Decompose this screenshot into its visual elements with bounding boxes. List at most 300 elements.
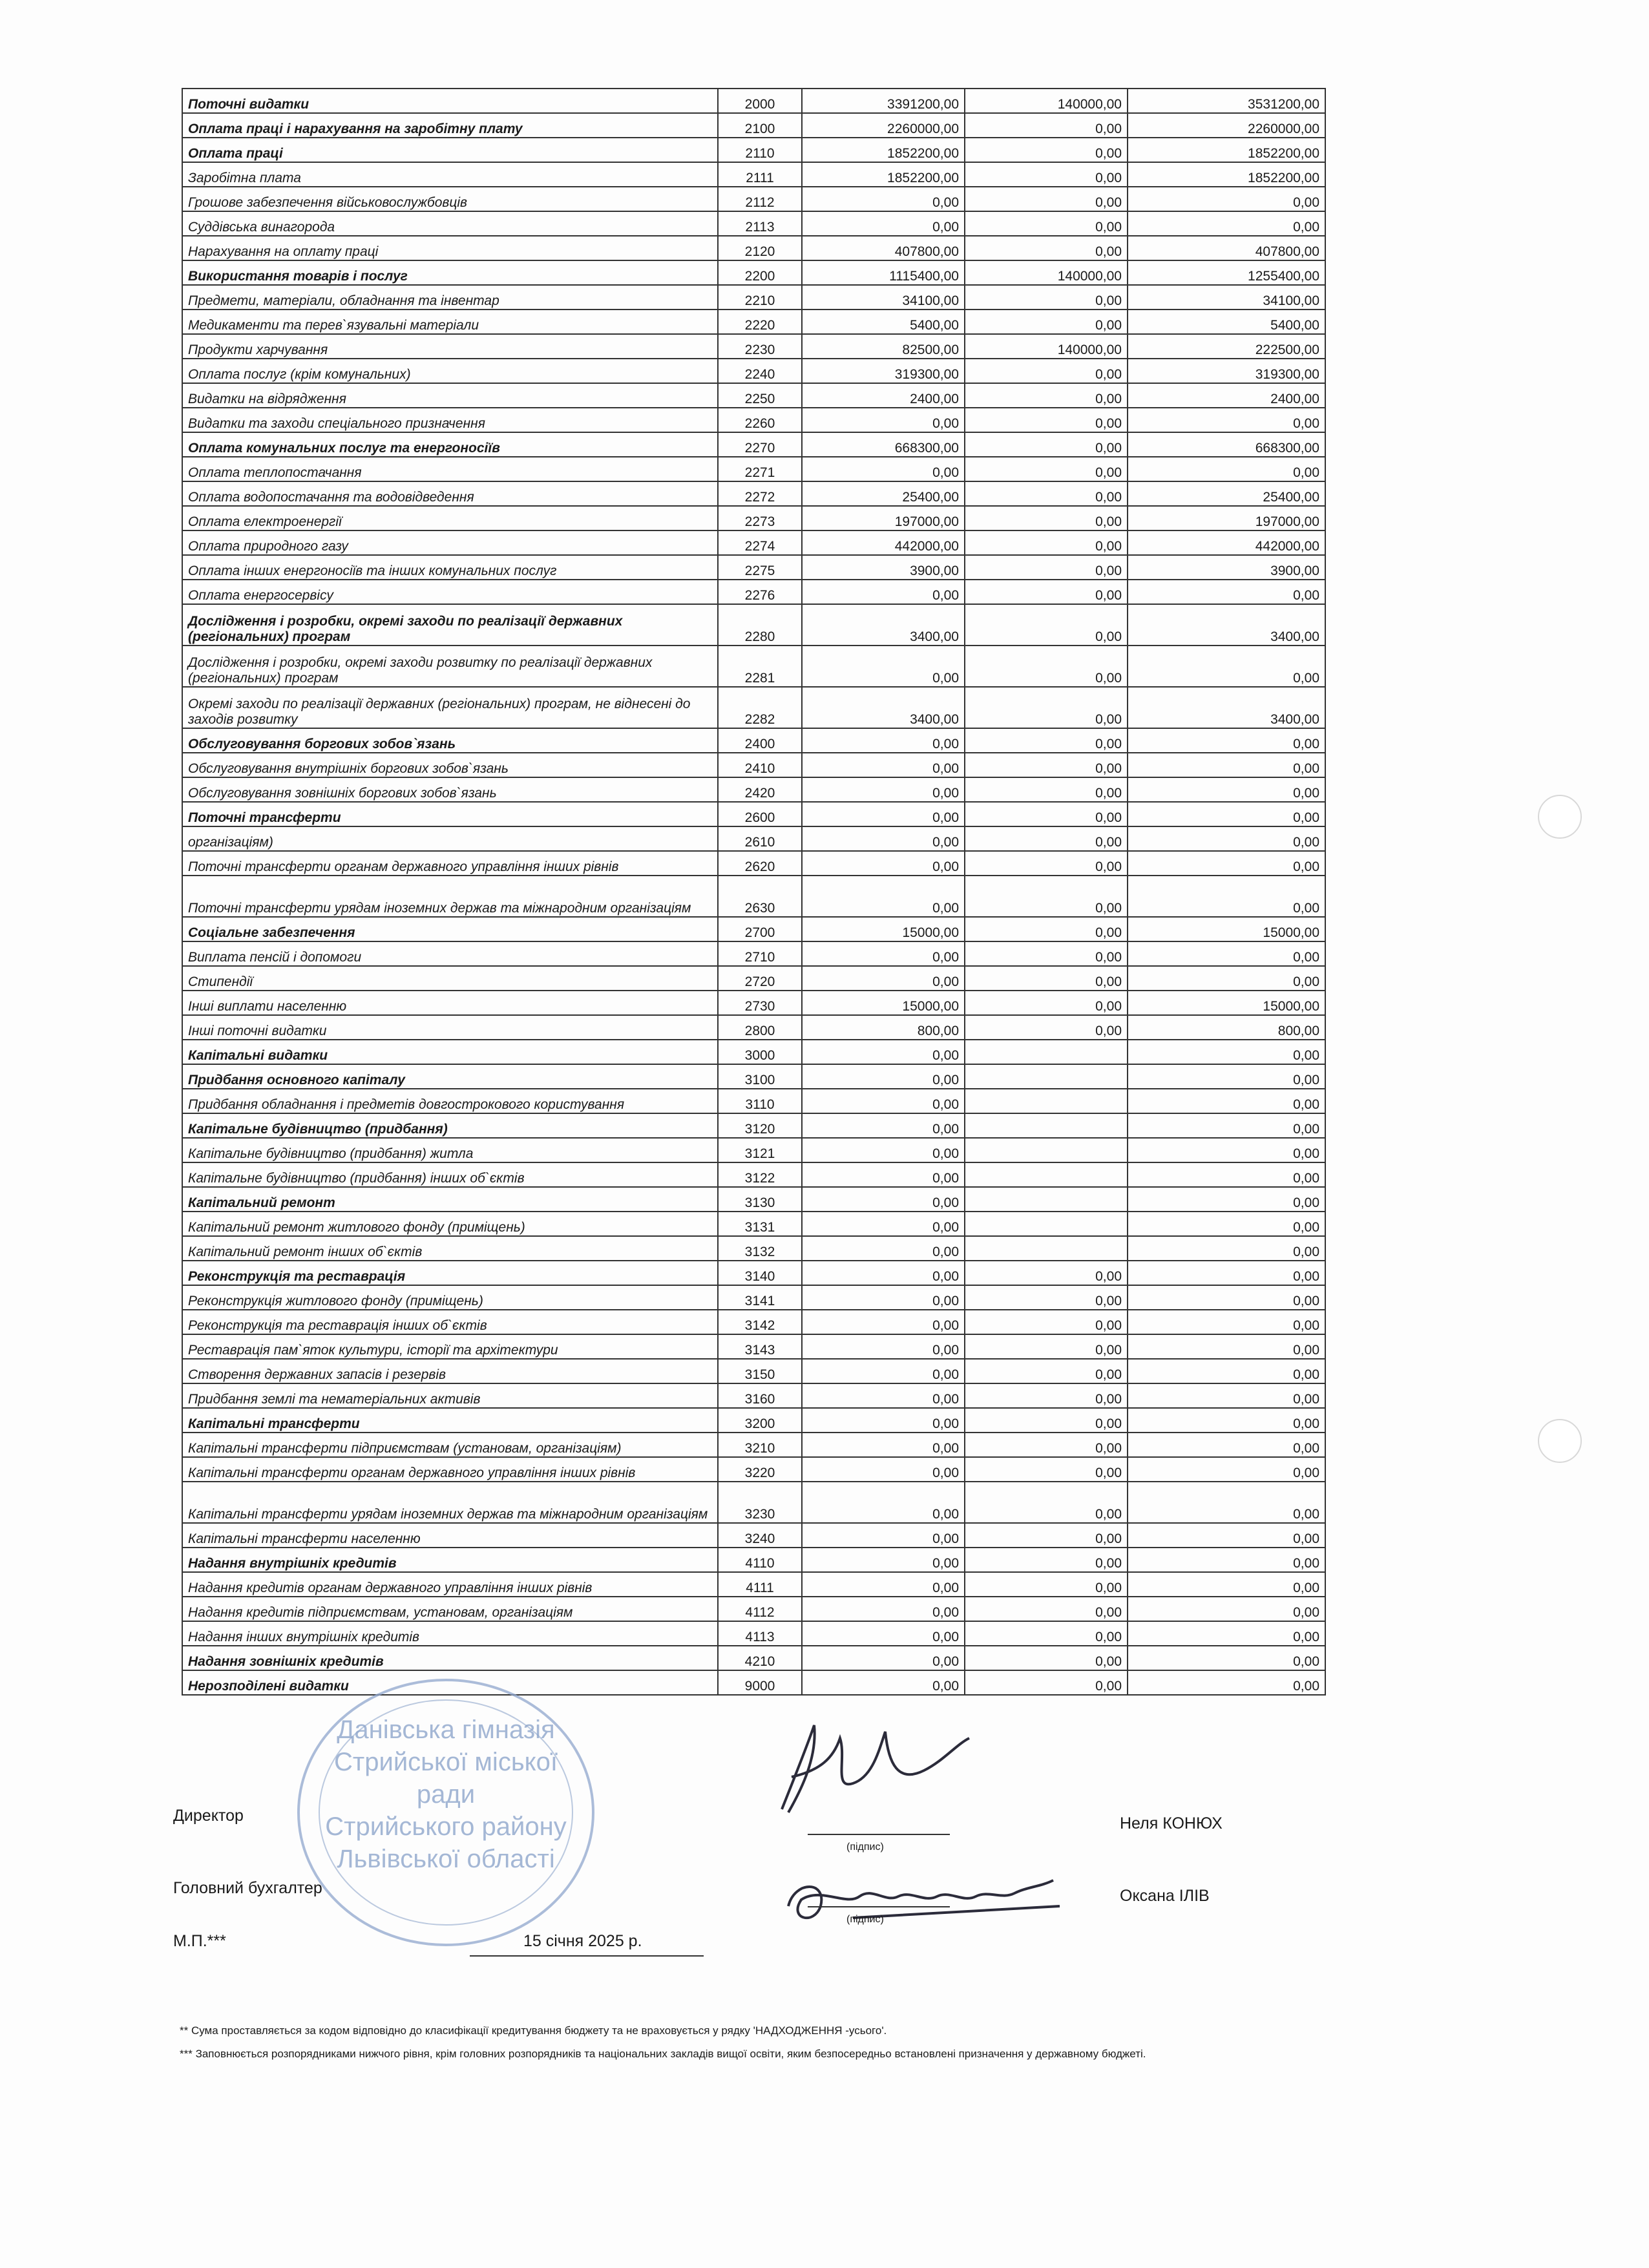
row-general-fund: 0,00 [802, 1572, 965, 1597]
row-total: 319300,00 [1128, 359, 1325, 383]
accountant-signature-line [808, 1906, 950, 1907]
table-row [182, 802, 1325, 826]
row-special-fund: 0,00 [965, 408, 1128, 432]
row-total: 0,00 [1128, 1113, 1325, 1138]
row-total: 1255400,00 [1128, 260, 1325, 285]
punch-hole-bottom [1538, 1419, 1582, 1463]
table-row [182, 1433, 1325, 1457]
row-total: 0,00 [1128, 1089, 1325, 1113]
row-code: 2112 [718, 187, 802, 211]
row-code: 2275 [718, 555, 802, 580]
table-row [182, 1482, 1325, 1523]
table-row [182, 941, 1325, 966]
table-row [182, 113, 1325, 138]
row-general-fund: 0,00 [802, 187, 965, 211]
table-row [182, 481, 1325, 506]
row-special-fund: 0,00 [965, 383, 1128, 408]
row-total: 0,00 [1128, 1523, 1325, 1548]
row-code: 3200 [718, 1408, 802, 1433]
row-total: 0,00 [1128, 1572, 1325, 1597]
row-special-fund: 0,00 [965, 777, 1128, 802]
row-name: Оплата енергосервісу [182, 580, 718, 604]
row-total: 0,00 [1128, 941, 1325, 966]
row-special-fund: 140000,00 [965, 89, 1128, 113]
table-row [182, 506, 1325, 530]
punch-hole-top [1538, 795, 1582, 839]
row-total: 0,00 [1128, 580, 1325, 604]
row-special-fund: 0,00 [965, 917, 1128, 941]
row-code: 2600 [718, 802, 802, 826]
table-row [182, 285, 1325, 310]
row-general-fund: 800,00 [802, 1015, 965, 1040]
table-row [182, 236, 1325, 260]
date-line [470, 1955, 704, 1957]
row-total: 0,00 [1128, 1310, 1325, 1334]
row-code: 2100 [718, 113, 802, 138]
row-general-fund: 0,00 [802, 1064, 965, 1089]
row-special-fund: 0,00 [965, 506, 1128, 530]
row-general-fund: 197000,00 [802, 506, 965, 530]
row-name: Окремі заходи по реалізації державних (регіональних) програм, не віднесені до заходів розвитку [182, 687, 718, 728]
row-special-fund [965, 1162, 1128, 1187]
row-general-fund: 0,00 [802, 851, 965, 876]
table-row [182, 777, 1325, 802]
row-special-fund: 0,00 [965, 1670, 1128, 1695]
row-general-fund: 0,00 [802, 1408, 965, 1433]
row-code: 2273 [718, 506, 802, 530]
row-general-fund: 3391200,00 [802, 89, 965, 113]
row-general-fund: 0,00 [802, 876, 965, 917]
row-general-fund: 0,00 [802, 1187, 965, 1212]
row-special-fund: 0,00 [965, 802, 1128, 826]
table-row [182, 1138, 1325, 1162]
row-special-fund: 0,00 [965, 826, 1128, 851]
row-total: 0,00 [1128, 876, 1325, 917]
table-row [182, 211, 1325, 236]
row-code: 2274 [718, 530, 802, 555]
row-code: 4111 [718, 1572, 802, 1597]
accountant-label: Головний бухгалтер [173, 1879, 322, 1897]
row-general-fund: 0,00 [802, 1359, 965, 1383]
row-code: 2111 [718, 162, 802, 187]
row-total: 0,00 [1128, 802, 1325, 826]
table-row [182, 1236, 1325, 1261]
table-row [182, 1597, 1325, 1621]
row-name: Оплата праці і нарахування на заробітну плату [182, 113, 718, 138]
row-name: Капітальне будівництво (придбання) [182, 1113, 718, 1138]
row-name: Предмети, матеріали, обладнання та інвентар [182, 285, 718, 310]
row-general-fund: 0,00 [802, 1621, 965, 1646]
row-special-fund: 0,00 [965, 941, 1128, 966]
row-general-fund: 319300,00 [802, 359, 965, 383]
row-special-fund [965, 1212, 1128, 1236]
row-general-fund: 0,00 [802, 1162, 965, 1187]
row-general-fund: 0,00 [802, 1212, 965, 1236]
row-total: 0,00 [1128, 1162, 1325, 1187]
row-general-fund: 0,00 [802, 802, 965, 826]
row-code: 3130 [718, 1187, 802, 1212]
row-special-fund: 0,00 [965, 236, 1128, 260]
row-total: 0,00 [1128, 1138, 1325, 1162]
row-code: 3150 [718, 1359, 802, 1383]
row-general-fund: 1115400,00 [802, 260, 965, 285]
row-code: 2400 [718, 728, 802, 753]
table-row [182, 991, 1325, 1015]
row-special-fund: 0,00 [965, 753, 1128, 777]
table-row [182, 1113, 1325, 1138]
table-row [182, 138, 1325, 162]
row-name: Придбання обладнання і предметів довгострокового користування [182, 1089, 718, 1113]
row-name: Оплата теплопостачання [182, 457, 718, 481]
row-general-fund: 0,00 [802, 941, 965, 966]
official-stamp [284, 1667, 607, 1958]
row-code: 2276 [718, 580, 802, 604]
row-general-fund: 0,00 [802, 1113, 965, 1138]
row-special-fund: 0,00 [965, 1621, 1128, 1646]
row-general-fund: 0,00 [802, 826, 965, 851]
table-row [182, 1064, 1325, 1089]
row-total: 25400,00 [1128, 481, 1325, 506]
row-code: 3240 [718, 1523, 802, 1548]
row-name: Поточні трансферти урядам іноземних держав та міжнародним організаціям [182, 876, 718, 917]
table-row [182, 432, 1325, 457]
row-code: 3230 [718, 1482, 802, 1523]
table-row [182, 851, 1325, 876]
stamp-line-1: Данівська гімназія [337, 1716, 555, 1744]
row-general-fund: 2260000,00 [802, 113, 965, 138]
row-general-fund: 0,00 [802, 1457, 965, 1482]
row-name: Оплата праці [182, 138, 718, 162]
row-total: 0,00 [1128, 777, 1325, 802]
row-special-fund: 0,00 [965, 1383, 1128, 1408]
row-total: 3531200,00 [1128, 89, 1325, 113]
row-name: Реконструкція та реставрація [182, 1261, 718, 1285]
row-code: 3220 [718, 1457, 802, 1482]
row-total: 0,00 [1128, 826, 1325, 851]
table-row [182, 310, 1325, 334]
row-general-fund: 0,00 [802, 1433, 965, 1457]
table-row [182, 1212, 1325, 1236]
signing-date: 15 січня 2025 р. [523, 1932, 642, 1950]
row-code: 2610 [718, 826, 802, 851]
table-row [182, 1187, 1325, 1212]
stamp-line-4: Стрийського району [325, 1812, 567, 1841]
row-special-fund: 0,00 [965, 457, 1128, 481]
row-total: 0,00 [1128, 646, 1325, 687]
row-general-fund: 1852200,00 [802, 138, 965, 162]
row-code: 2120 [718, 236, 802, 260]
row-total: 15000,00 [1128, 917, 1325, 941]
footnote-2: ** Сума проставляється за кодом відповідно до класифікації кредитування бюджету та не враховується у рядку 'НАДХОДЖЕННЯ -усього'. [180, 2024, 887, 2037]
row-name: Нерозподілені видатки [182, 1670, 718, 1695]
row-name: Капітальний ремонт інших об`єктів [182, 1236, 718, 1261]
row-code: 4210 [718, 1646, 802, 1670]
row-code: 2270 [718, 432, 802, 457]
row-special-fund: 0,00 [965, 310, 1128, 334]
accountant-signature [775, 1861, 1086, 1938]
row-special-fund: 0,00 [965, 359, 1128, 383]
stamp-line-5: Львівської області [337, 1845, 555, 1873]
row-general-fund: 0,00 [802, 777, 965, 802]
table-row [182, 1523, 1325, 1548]
row-special-fund: 0,00 [965, 876, 1128, 917]
row-code: 4113 [718, 1621, 802, 1646]
row-general-fund: 0,00 [802, 753, 965, 777]
row-special-fund: 0,00 [965, 728, 1128, 753]
row-total: 0,00 [1128, 1670, 1325, 1695]
table-row [182, 187, 1325, 211]
row-name: Поточні трансферти [182, 802, 718, 826]
row-special-fund: 0,00 [965, 432, 1128, 457]
row-name: Поточні трансферти органам державного управління інших рівнів [182, 851, 718, 876]
row-general-fund: 0,00 [802, 211, 965, 236]
table-row [182, 604, 1325, 646]
row-code: 2272 [718, 481, 802, 506]
row-code: 2281 [718, 646, 802, 687]
table-row [182, 1040, 1325, 1064]
row-name: Дослідження і розробки, окремі заходи розвитку по реалізації державних (регіональних) програм [182, 646, 718, 687]
row-total: 2260000,00 [1128, 113, 1325, 138]
stamp-line-2: Стрийської міської [334, 1748, 558, 1776]
row-total: 0,00 [1128, 1408, 1325, 1433]
table-row [182, 162, 1325, 187]
row-total: 0,00 [1128, 1064, 1325, 1089]
table-row [182, 1261, 1325, 1285]
row-special-fund [965, 1089, 1128, 1113]
row-special-fund [965, 1236, 1128, 1261]
row-total: 0,00 [1128, 1482, 1325, 1523]
row-code: 3210 [718, 1433, 802, 1457]
row-code: 3110 [718, 1089, 802, 1113]
table-row [182, 646, 1325, 687]
director-signature [756, 1699, 989, 1829]
row-name: Видатки та заходи спеціального призначення [182, 408, 718, 432]
row-name: Оплата електроенергії [182, 506, 718, 530]
row-total: 2400,00 [1128, 383, 1325, 408]
row-name: Реконструкція житлового фонду (приміщень) [182, 1285, 718, 1310]
row-total: 0,00 [1128, 1383, 1325, 1408]
row-special-fund: 0,00 [965, 1572, 1128, 1597]
row-code: 2720 [718, 966, 802, 991]
table-row [182, 359, 1325, 383]
row-code: 2000 [718, 89, 802, 113]
director-label: Директор [173, 1807, 244, 1825]
row-special-fund: 0,00 [965, 1646, 1128, 1670]
row-special-fund [965, 1113, 1128, 1138]
row-code: 4112 [718, 1597, 802, 1621]
director-name: Неля КОНЮХ [1120, 1814, 1223, 1832]
row-special-fund: 0,00 [965, 1359, 1128, 1383]
row-code: 3132 [718, 1236, 802, 1261]
row-name: Надання кредитів підприємствам, установам, організаціям [182, 1597, 718, 1621]
row-general-fund: 1852200,00 [802, 162, 965, 187]
row-special-fund: 0,00 [965, 1433, 1128, 1457]
row-name: Грошове забезпечення військовослужбовців [182, 187, 718, 211]
row-total: 0,00 [1128, 1457, 1325, 1482]
row-code: 3100 [718, 1064, 802, 1089]
table-row [182, 966, 1325, 991]
row-code: 2630 [718, 876, 802, 917]
row-general-fund: 0,00 [802, 1548, 965, 1572]
row-special-fund: 0,00 [965, 580, 1128, 604]
row-total: 0,00 [1128, 753, 1325, 777]
row-name: Створення державних запасів і резервів [182, 1359, 718, 1383]
row-code: 3131 [718, 1212, 802, 1236]
row-general-fund: 15000,00 [802, 917, 965, 941]
row-total: 0,00 [1128, 1285, 1325, 1310]
row-code: 2800 [718, 1015, 802, 1040]
row-total: 407800,00 [1128, 236, 1325, 260]
row-name: Придбання землі та нематеріальних активів [182, 1383, 718, 1408]
row-total: 197000,00 [1128, 506, 1325, 530]
row-total: 0,00 [1128, 1334, 1325, 1359]
row-general-fund: 0,00 [802, 1310, 965, 1334]
table-row [182, 334, 1325, 359]
row-code: 2250 [718, 383, 802, 408]
table-row [182, 1310, 1325, 1334]
row-total: 1852200,00 [1128, 162, 1325, 187]
row-special-fund: 0,00 [965, 1310, 1128, 1334]
row-special-fund: 0,00 [965, 1261, 1128, 1285]
row-general-fund: 3400,00 [802, 604, 965, 646]
row-general-fund: 0,00 [802, 408, 965, 432]
row-special-fund: 0,00 [965, 530, 1128, 555]
row-total: 0,00 [1128, 187, 1325, 211]
row-name: Надання внутрішніх кредитів [182, 1548, 718, 1572]
row-name: Реставрація пам`яток культури, історії та архітектури [182, 1334, 718, 1359]
row-name: Капітальні трансферти [182, 1408, 718, 1433]
row-general-fund: 0,00 [802, 646, 965, 687]
row-special-fund: 0,00 [965, 138, 1128, 162]
row-general-fund: 407800,00 [802, 236, 965, 260]
row-special-fund: 0,00 [965, 113, 1128, 138]
row-general-fund: 0,00 [802, 1261, 965, 1285]
row-code: 3160 [718, 1383, 802, 1408]
row-code: 2280 [718, 604, 802, 646]
table-row [182, 1162, 1325, 1187]
row-name: Оплата комунальних послуг та енергоносіїв [182, 432, 718, 457]
accountant-name: Оксана ІЛІВ [1120, 1887, 1210, 1905]
mp-label: М.П.*** [173, 1932, 226, 1950]
row-code: 2240 [718, 359, 802, 383]
expenditure-table-body [182, 89, 1325, 1695]
table-row [182, 530, 1325, 555]
row-general-fund: 0,00 [802, 1482, 965, 1523]
row-name: Інші поточні видатки [182, 1015, 718, 1040]
row-special-fund [965, 1064, 1128, 1089]
row-name: Капітальний ремонт житлового фонду (приміщень) [182, 1212, 718, 1236]
row-code: 2410 [718, 753, 802, 777]
table-row [182, 1285, 1325, 1310]
row-code: 2271 [718, 457, 802, 481]
row-general-fund: 0,00 [802, 1383, 965, 1408]
row-total: 0,00 [1128, 1433, 1325, 1457]
row-total: 442000,00 [1128, 530, 1325, 555]
row-total: 0,00 [1128, 966, 1325, 991]
row-total: 0,00 [1128, 1597, 1325, 1621]
row-special-fund: 0,00 [965, 211, 1128, 236]
row-name: Виплата пенсій і допомоги [182, 941, 718, 966]
row-code: 3121 [718, 1138, 802, 1162]
row-total: 0,00 [1128, 408, 1325, 432]
row-general-fund: 0,00 [802, 1138, 965, 1162]
row-code: 2730 [718, 991, 802, 1015]
row-total: 668300,00 [1128, 432, 1325, 457]
row-code: 9000 [718, 1670, 802, 1695]
accountant-signature-caption: (підпис) [846, 1914, 884, 1925]
row-special-fund: 0,00 [965, 187, 1128, 211]
row-general-fund: 0,00 [802, 580, 965, 604]
row-code: 4110 [718, 1548, 802, 1572]
row-name: Обслуговування зовнішніх боргових зобов`язань [182, 777, 718, 802]
row-code: 2210 [718, 285, 802, 310]
row-general-fund: 2400,00 [802, 383, 965, 408]
row-total: 0,00 [1128, 1212, 1325, 1236]
row-code: 3143 [718, 1334, 802, 1359]
row-name: Обслуговування боргових зобов`язань [182, 728, 718, 753]
row-code: 3141 [718, 1285, 802, 1310]
row-total: 5400,00 [1128, 310, 1325, 334]
row-special-fund [965, 1187, 1128, 1212]
table-row [182, 408, 1325, 432]
row-special-fund: 0,00 [965, 604, 1128, 646]
table-row [182, 1359, 1325, 1383]
table-row [182, 876, 1325, 917]
row-name: Оплата природного газу [182, 530, 718, 555]
row-code: 2420 [718, 777, 802, 802]
row-name: Поточні видатки [182, 89, 718, 113]
row-name: Капітальні трансферти урядам іноземних держав та міжнародним організаціям [182, 1482, 718, 1523]
row-total: 0,00 [1128, 1548, 1325, 1572]
row-name: Інші виплати населенню [182, 991, 718, 1015]
row-name: Надання інших внутрішніх кредитів [182, 1621, 718, 1646]
row-name: Надання кредитів органам державного управління інших рівнів [182, 1572, 718, 1597]
table-row [182, 753, 1325, 777]
row-special-fund [965, 1040, 1128, 1064]
row-total: 0,00 [1128, 728, 1325, 753]
row-name: Капітальні трансферти органам державного управління інших рівнів [182, 1457, 718, 1482]
row-general-fund: 0,00 [802, 1089, 965, 1113]
row-code: 2282 [718, 687, 802, 728]
table-row [182, 1548, 1325, 1572]
table-row [182, 1621, 1325, 1646]
table-row [182, 1408, 1325, 1433]
row-total: 0,00 [1128, 1621, 1325, 1646]
table-row [182, 1334, 1325, 1359]
row-code: 2110 [718, 138, 802, 162]
row-code: 2710 [718, 941, 802, 966]
row-total: 0,00 [1128, 457, 1325, 481]
row-total: 0,00 [1128, 1359, 1325, 1383]
row-special-fund: 0,00 [965, 646, 1128, 687]
stamp-line-3: ради [416, 1780, 476, 1809]
row-code: 2260 [718, 408, 802, 432]
row-general-fund: 82500,00 [802, 334, 965, 359]
row-code: 2620 [718, 851, 802, 876]
table-row [182, 1572, 1325, 1597]
row-code: 2230 [718, 334, 802, 359]
row-general-fund: 0,00 [802, 457, 965, 481]
row-general-fund: 0,00 [802, 1597, 965, 1621]
row-code: 2700 [718, 917, 802, 941]
row-special-fund: 0,00 [965, 1015, 1128, 1040]
row-total: 3400,00 [1128, 604, 1325, 646]
row-name: Суддівська винагорода [182, 211, 718, 236]
row-special-fund: 0,00 [965, 966, 1128, 991]
row-special-fund: 0,00 [965, 1334, 1128, 1359]
row-name: Дослідження і розробки, окремі заходи по реалізації державних (регіональних) програм [182, 604, 718, 646]
row-general-fund: 5400,00 [802, 310, 965, 334]
